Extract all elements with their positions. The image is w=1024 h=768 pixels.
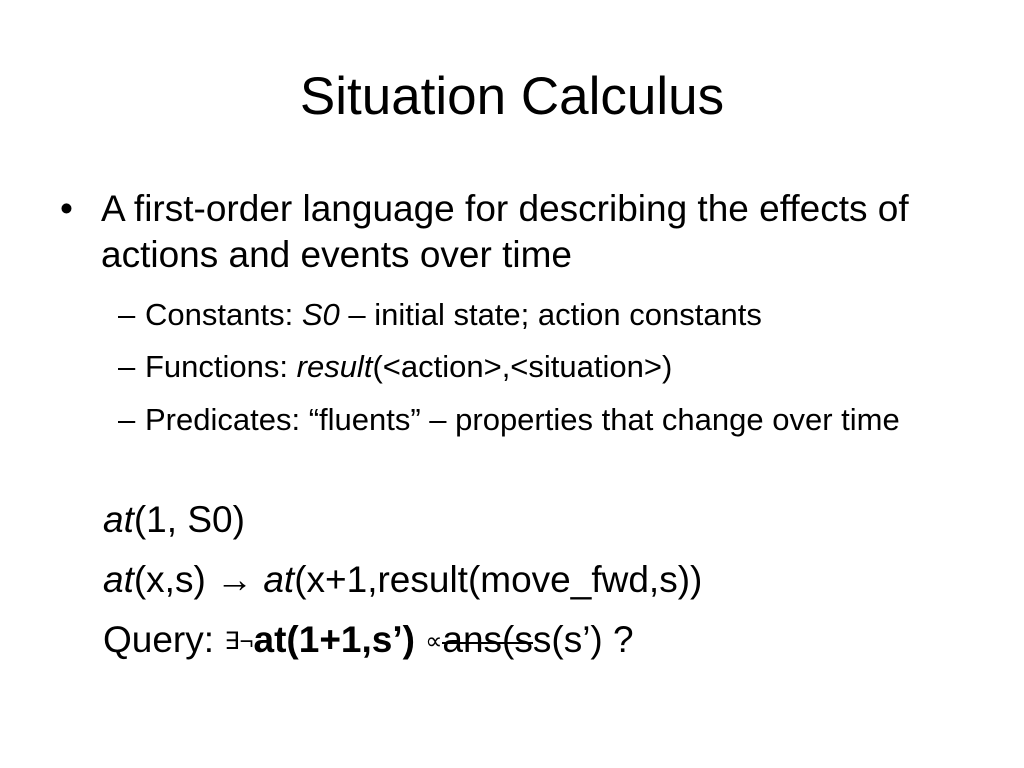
formula-predicate: at: [263, 559, 295, 600]
formula-predicate: at: [103, 559, 134, 600]
exists-symbol: ∃: [224, 628, 240, 656]
query-answer-struck: ans(s: [442, 619, 533, 660]
subitem-rest: (<action>,<situation>): [372, 349, 673, 384]
slide-title: Situation Calculus: [299, 67, 725, 126]
subitem-label: Constants:: [145, 297, 302, 332]
formula-args: (x,s): [133, 559, 217, 600]
subitem-dash: –: [118, 349, 136, 384]
subitem-label: Functions:: [145, 349, 297, 384]
query-goal: at(1+1,s’): [253, 619, 415, 660]
formula-args: (x+1,result(move_fwd,s)): [294, 559, 703, 600]
bullet-marker: •: [60, 188, 73, 229]
formula-space: [253, 559, 263, 600]
formula-args: (1, S0): [133, 499, 245, 540]
subitem-text: Predicates: “fluents” – properties that change over time: [145, 402, 900, 437]
subitem-dash: –: [118, 402, 136, 437]
subitem-text: [145, 345, 965, 389]
formula-move-rule: [103, 557, 702, 603]
formula-predicate: at: [103, 499, 134, 540]
subitem-dash: –: [118, 297, 136, 332]
subitem-emphasis: S0: [301, 297, 340, 332]
query-label: Query:: [103, 619, 225, 660]
subitem-text: [145, 293, 965, 337]
negation-symbol: ¬: [239, 628, 254, 656]
query-space: [415, 619, 425, 660]
formula-initial: [103, 497, 245, 543]
proportional-symbol: ∝: [425, 628, 443, 656]
bullet-text: A first-order language for describing the effects of actions and events over time: [101, 188, 909, 275]
query-tail: s(s’) ?: [532, 619, 634, 660]
subitem-rest: – initial state; action constants: [339, 297, 762, 332]
formula-query: [103, 617, 634, 665]
implies-arrow: →: [216, 559, 254, 600]
subitem-emphasis: result: [296, 349, 373, 384]
